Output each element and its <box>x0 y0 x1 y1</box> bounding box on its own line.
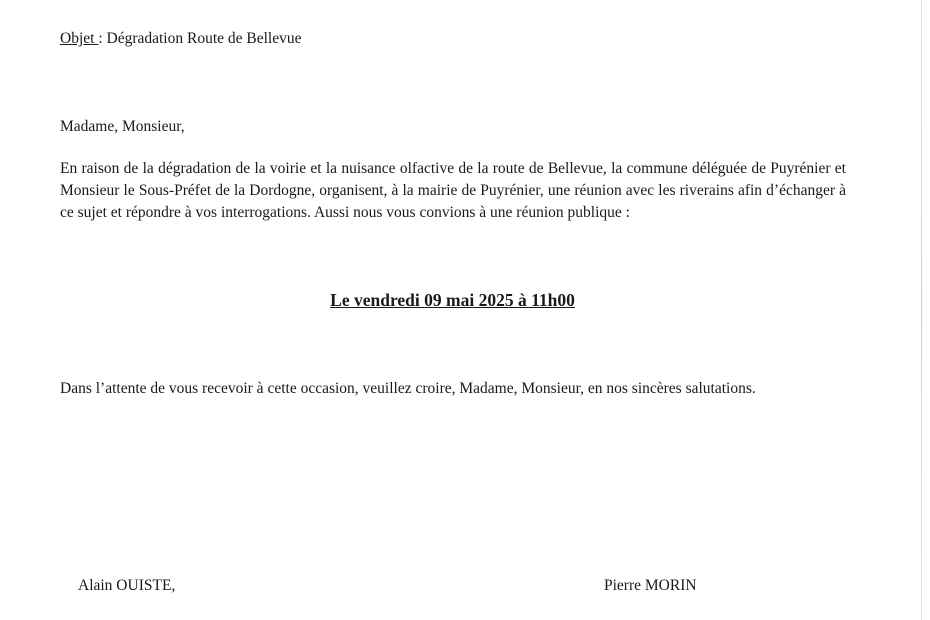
subject-text: : Dégradation Route de Bellevue <box>98 30 302 47</box>
page-edge-line <box>921 0 922 620</box>
subject-label: Objet <box>60 30 99 47</box>
body-paragraph-closing: Dans l’attente de vous recevoir à cette occasion, veuillez croire, Madame, Monsieur, en nos sincères salutations. <box>60 380 756 397</box>
meeting-date-heading: Le vendredi 09 mai 2025 à 11h00 <box>330 290 575 310</box>
salutation: Madame, Monsieur, <box>60 118 185 135</box>
subject-line <box>60 30 301 48</box>
signatory-right: Pierre MORIN <box>604 577 697 594</box>
body-paragraph-intro: En raison de la dégradation de la voirie et la nuisance olfactive de la route de Bellevue, la commune déléguée de Puyrénier et Monsieur le Sous-Préfet de la Dordogne, organisent, à la mairie de Puyrénier, une réunion avec les riverains afin d’échanger à ce sujet et répondre à vos interrogations. Aussi nous vous convions à une réunion publique : <box>60 160 846 221</box>
signatory-left: Alain OUISTE, <box>78 577 176 594</box>
